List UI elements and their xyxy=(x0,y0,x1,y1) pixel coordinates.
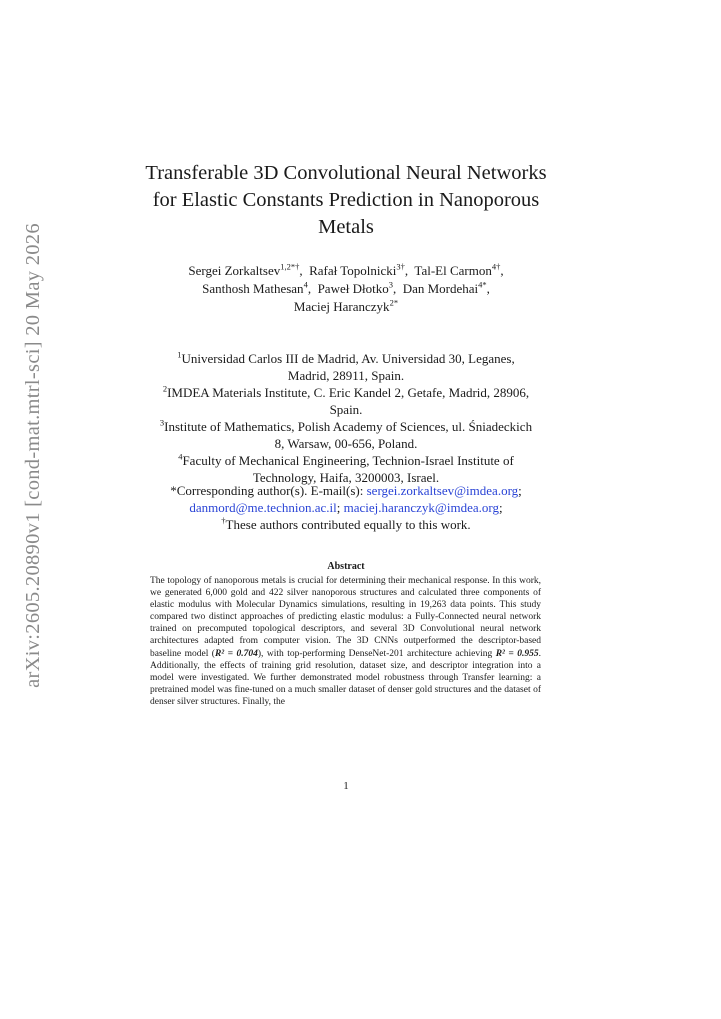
correspondence-block: *Corresponding author(s). E-mail(s): sergei.zorkaltsev@imdea.org; danmord@me.technion.ac.il; maciej.haranczyk@imdea.org; †These authors contributed equally to this work. xyxy=(170,483,522,532)
affiliation-number: 1 xyxy=(177,349,182,360)
author-list: Sergei Zorkaltsev$^{1,2*\dagger}$, Rafał Topolnicki$^{3\dagger}$, Tal-El Carmon$^{4\dagger}$, Santhosh Mathesan$^4$, Paweł Dłotko$^3$, Dan Mordehai$^{4*}$, Maciej Haranczyk$^{2*}$ xyxy=(188,261,504,314)
author-name: Dan Mordehai xyxy=(402,281,479,296)
title-line-1: Transferable 3D Convolutional Neural Networks xyxy=(145,162,547,184)
author-affiliation-mark: 4 xyxy=(303,279,308,290)
affiliation-item xyxy=(140,418,552,452)
affiliation-line: Institute of Mathematics, Polish Academy of Sciences, ul. Śniadeckich xyxy=(164,419,533,434)
author-name: Paweł Dłotko xyxy=(317,281,389,296)
abstract-body xyxy=(150,575,541,708)
affiliation-line: Faculty of Mechanical Engineering, Technion-Israel Institute of xyxy=(182,453,514,468)
author-affiliation-mark: 4† xyxy=(491,261,501,272)
affiliation-line: Technology, Haifa, 3200003, Israel. xyxy=(252,470,440,485)
title-line-3: Metals xyxy=(318,216,374,238)
affiliation-line: 8, Warsaw, 00-656, Poland. xyxy=(274,436,418,451)
author-affiliation-mark: 3 xyxy=(388,279,393,290)
affiliation-number: 4 xyxy=(178,451,183,462)
abstract-heading: Abstract xyxy=(327,561,365,572)
abstract-r2-baseline: R² = 0.704 xyxy=(214,648,258,659)
author-name: Tal-El Carmon xyxy=(414,263,492,278)
email-link-zorkaltsev[interactable]: sergei.zorkaltsev@imdea.org xyxy=(366,483,519,498)
abstract-text: ), with top-performing DenseNet-201 architecture achieving xyxy=(257,648,496,659)
arxiv-identifier-text: arXiv:2605.20890v1 [cond-mat.mtrl-sci] 20 May 2026 xyxy=(21,222,44,688)
affiliation-line: IMDEA Materials Institute, C. Eric Kandel 2, Getafe, Madrid, 28906, xyxy=(167,385,530,400)
abstract-text: . Additionally, the effects of training grid resolution, dataset size, and descriptor integration into a model were investigated. We further demonstrated model robustness through Transfer learning: a pretrained model was fine-tuned on a much smaller dataset of denser gold structures and the dataset of denser silver structures. Finally, the xyxy=(150,648,541,707)
affiliation-item xyxy=(140,350,552,384)
arxiv-identifier-stamp xyxy=(15,222,51,688)
affiliation-line: Madrid, 28911, Spain. xyxy=(287,368,405,383)
author-affiliation-mark: 3† xyxy=(396,261,405,272)
page-number: 1 xyxy=(343,780,349,792)
equal-contribution-mark: † xyxy=(221,515,226,526)
abstract-text: The topology of nanoporous metals is crucial for determining their mechanical response. In this work, we generated 6,000 gold and 422 silver nanoporous structures and calculated three components of elastic modulus with Molecular Dynamics simulations, resulting in 19,263 data points. This study compared two distinct approaches of predicting elastic modulus: a Fully-Connected neural network trained on precomputed topological descriptors, and several 3D Convolutional neural network architectures adapted from computer vision. The 3D CNNs outperformed the descriptor-based baseline model ( xyxy=(150,576,541,659)
equal-contribution-note: These authors contributed equally to this work. xyxy=(225,517,471,532)
affiliation-number: 3 xyxy=(159,417,165,428)
affiliation-line: Spain. xyxy=(329,402,363,417)
author-affiliation-mark: 1,2*† xyxy=(280,261,300,272)
affiliation-line: Universidad Carlos III de Madrid, Av. Universidad 30, Leganes, xyxy=(181,351,515,366)
affiliation-list xyxy=(140,350,552,486)
paper-title xyxy=(140,160,552,241)
affiliation-item xyxy=(140,384,552,418)
author-name: Sergei Zorkaltsev xyxy=(188,263,281,278)
author-name: Rafał Topolnicki xyxy=(309,263,397,278)
affiliation-number: 2 xyxy=(162,383,168,394)
title-line-2: for Elastic Constants Prediction in Nanoporous xyxy=(152,189,540,211)
abstract-r2-best: R² = 0.955 xyxy=(495,648,539,659)
correspondence-prefix: *Corresponding author(s). E-mail(s): xyxy=(170,483,364,498)
author-affiliation-mark: 4* xyxy=(478,279,487,290)
affiliation-item xyxy=(140,452,552,486)
author-affiliation-mark: 2* xyxy=(389,297,399,308)
author-name: Santhosh Mathesan xyxy=(202,281,304,296)
email-link-haranczyk[interactable]: maciej.haranczyk@imdea.org xyxy=(343,500,499,515)
email-link-mordehai[interactable]: danmord@me.technion.ac.il xyxy=(189,500,337,515)
author-name: Maciej Haranczyk xyxy=(293,299,390,314)
